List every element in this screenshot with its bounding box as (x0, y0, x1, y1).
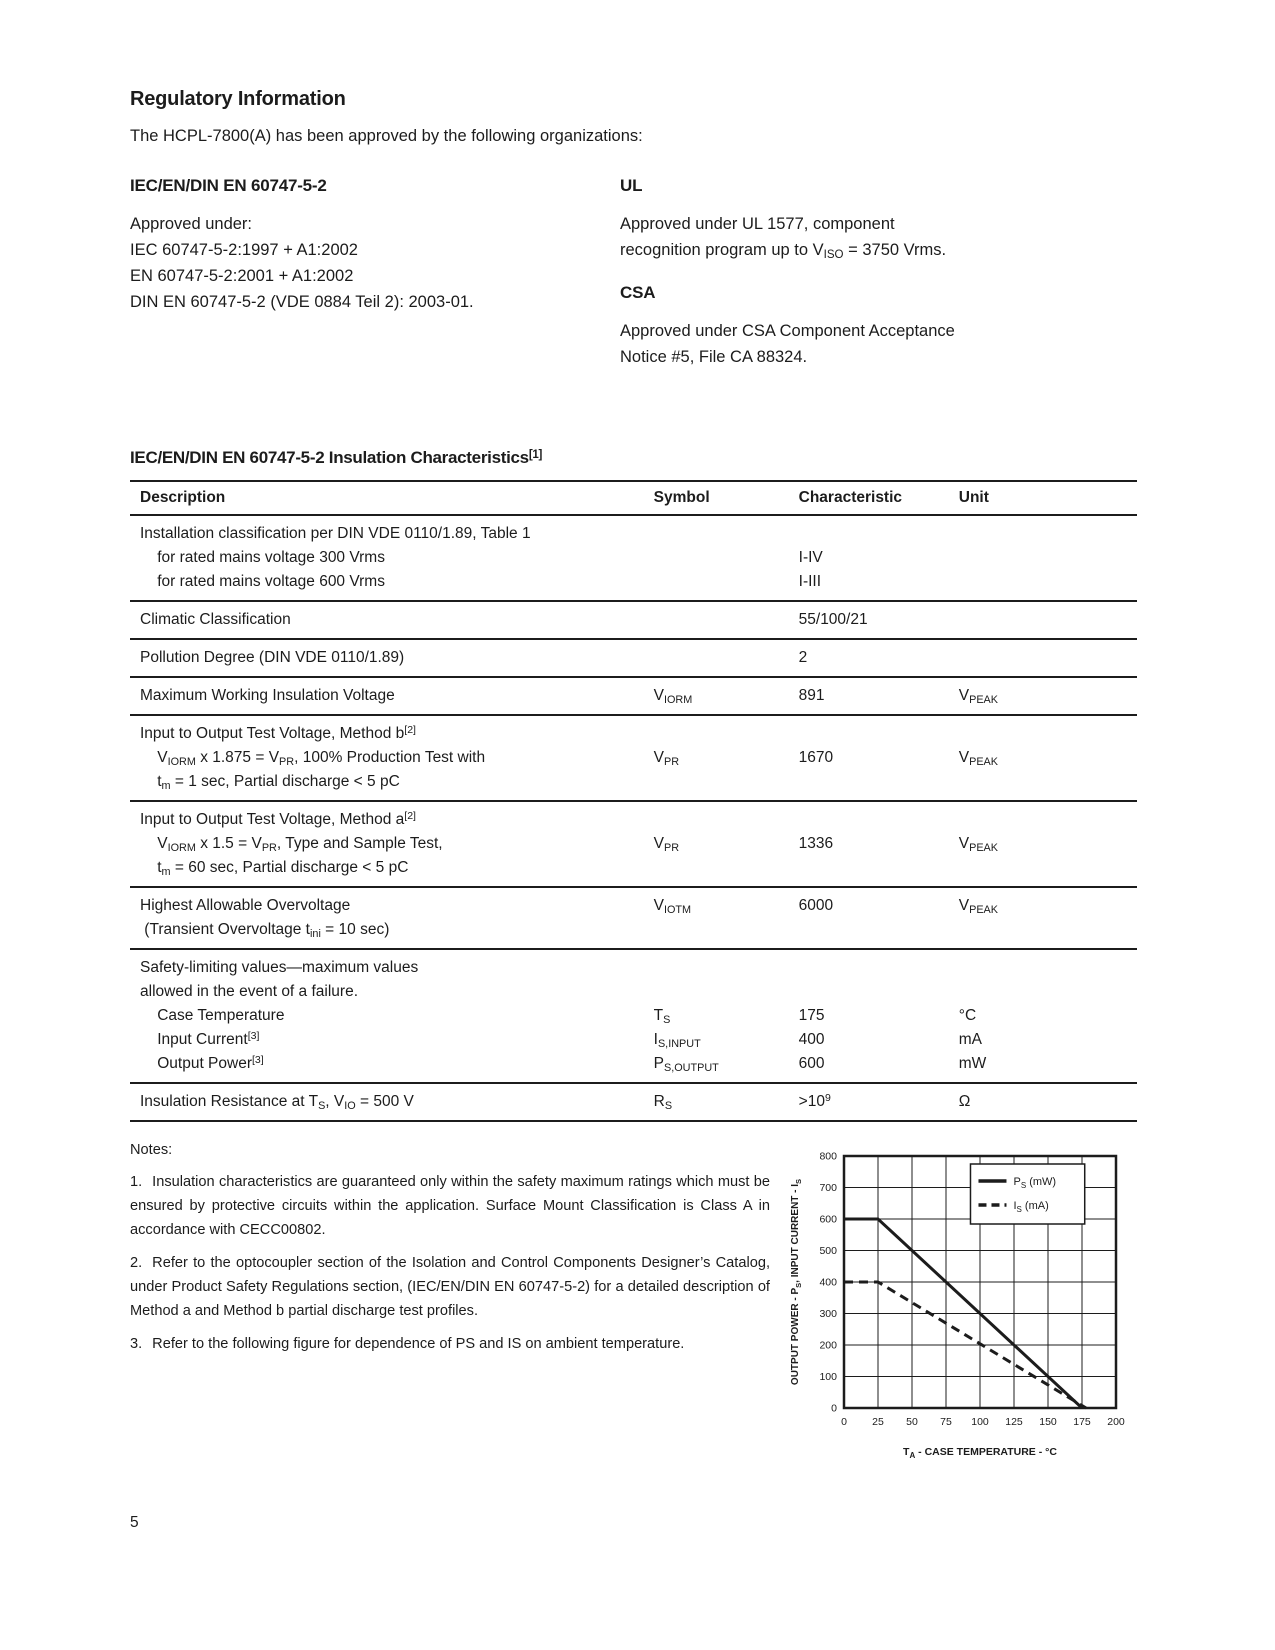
legend-label: $I_S$ (mA) (1013, 1200, 1049, 1214)
insulation-characteristics-section (130, 448, 1137, 1122)
svg-text:150: 150 (1039, 1416, 1057, 1428)
cell-line (959, 956, 1137, 980)
cell-line: Input to Output Test Voltage, Method b[2] (140, 724, 416, 742)
cell-line: I-III (798, 573, 822, 590)
column-header: Symbol (654, 481, 799, 515)
table-row (130, 601, 1137, 639)
cell-line: $V_{PEAK}$ (958, 835, 999, 854)
csa-heading: CSA (620, 283, 656, 302)
cell-line: $t_m = 60$ sec, Partial discharge < 5 pC (140, 859, 409, 878)
table-cell (799, 715, 959, 801)
cell-line: allowed in the event of a failure. (140, 983, 358, 1000)
cell-line: $V_{PEAK}$ (958, 749, 999, 768)
cell-line (654, 608, 799, 632)
cell-line: Input to Output Test Voltage, Method a[2] (140, 810, 416, 828)
table-cell (799, 887, 959, 949)
cell-line: Pollution Degree (DIN VDE 0110/1.89) (140, 649, 405, 666)
csa-approval-text: Approved under CSA Component Acceptance Notice #5, File CA 88324. (620, 322, 955, 366)
table-cell (130, 801, 654, 887)
table-cell (799, 1083, 959, 1121)
cell-line: I-IV (798, 549, 823, 566)
table-cell (959, 515, 1137, 601)
cell-line: (Transient Overvoltage $t_{ini} = 10$ sec) (140, 921, 390, 940)
table-cell (130, 639, 654, 677)
cell-line (654, 856, 799, 880)
cell-line (799, 522, 959, 546)
svg-text:75: 75 (940, 1416, 952, 1428)
cell-line: Installation classification per DIN VDE 0110/1.89, Table 1 (140, 525, 531, 542)
csa-block (620, 283, 1137, 370)
table-cell (959, 949, 1137, 1083)
notes-label: Notes: (130, 1142, 173, 1158)
cell-line: 1670 (798, 749, 834, 766)
iec-heading: IEC/EN/DIN EN 60747-5-2 (130, 176, 327, 195)
table-row (130, 949, 1137, 1083)
notes-block (130, 1138, 770, 1473)
table-cell (799, 515, 959, 601)
column-header: Unit (959, 481, 1137, 515)
cell-line: $R_S$ (653, 1093, 673, 1112)
cell-line: $V_{PR}$ (653, 835, 680, 854)
iec-approval-block (130, 176, 620, 370)
table-row (130, 887, 1137, 949)
cell-line (799, 770, 959, 794)
cell-line: Climatic Classification (140, 611, 291, 628)
cell-line: $V_{PR}$ (653, 749, 680, 768)
cell-line: °C (958, 1007, 977, 1024)
cell-line (959, 522, 1137, 546)
table-cell (799, 677, 959, 715)
cell-line: Insulation Resistance at $T_S$, $V_{IO} = 500$ V (140, 1093, 414, 1112)
cell-line: $V_{IORM}$ (653, 687, 693, 706)
table-cell (130, 949, 654, 1083)
table-cell (959, 639, 1137, 677)
ul-heading: UL (620, 176, 643, 195)
cell-line (654, 770, 799, 794)
table-cell (959, 601, 1137, 639)
svg-text:0: 0 (841, 1416, 847, 1428)
table-cell (130, 677, 654, 715)
notes-list (130, 1170, 770, 1356)
ul-approval-text: Approved under UL 1577, component recognition program up to $V_{ISO} = 3750$ Vrms. (620, 215, 947, 261)
cell-line (799, 722, 959, 746)
svg-text:600: 600 (819, 1213, 837, 1226)
svg-text:100: 100 (819, 1371, 837, 1383)
note-number: 3. (130, 1336, 143, 1352)
cell-line: mA (958, 1031, 982, 1048)
cell-line: $P_{S,OUTPUT}$ (653, 1055, 719, 1074)
table-cell (654, 1083, 799, 1121)
cell-line: 175 (798, 1007, 825, 1024)
cell-line (959, 918, 1137, 942)
column-header: Characteristic (799, 481, 959, 515)
table-cell (959, 887, 1137, 949)
intro-text: The HCPL-7800(A) has been approved by the following organizations: (130, 127, 643, 145)
cell-line: Output Power[3] (140, 1054, 264, 1072)
cell-line (654, 956, 799, 980)
cell-line: Maximum Working Insulation Voltage (140, 687, 395, 704)
table-cell (130, 887, 654, 949)
cell-line: Highest Allowable Overvoltage (140, 897, 351, 914)
cell-line (799, 808, 959, 832)
cell-line: Input Current[3] (140, 1030, 260, 1048)
table-row (130, 715, 1137, 801)
cell-line: $V_{PEAK}$ (958, 687, 999, 706)
cell-line (959, 608, 1137, 632)
cell-line (654, 546, 799, 570)
cell-line: Safety-limiting values—maximum values (140, 959, 419, 976)
cell-line: 600 (798, 1055, 825, 1072)
table-row (130, 677, 1137, 715)
iec-approval-text: Approved under: IEC 60747-5-2:1997 + A1:2002 EN 60747-5-2:2001 + A1:2002 DIN EN 60747-5-2 (VDE 0884 Teil 2): 2003-01. (130, 215, 474, 311)
table-cell (799, 639, 959, 677)
table-cell (654, 715, 799, 801)
table-cell (654, 515, 799, 601)
cell-line (959, 722, 1137, 746)
column-header: Description (130, 481, 654, 515)
cell-line: mW (958, 1055, 987, 1072)
table-cell (654, 801, 799, 887)
cell-line (959, 770, 1137, 794)
x-axis-title: $T_A$ - CASE TEMPERATURE - °C (903, 1446, 1057, 1460)
y-axis-title: OUTPUT POWER - $P_S$, INPUT CURRENT - $I_S$ (790, 1178, 803, 1386)
table-row (130, 515, 1137, 601)
table-cell (959, 1083, 1137, 1121)
cell-line (959, 646, 1137, 670)
cell-line: 6000 (798, 897, 834, 914)
note-item: 1. Insulation characteristics are guaranteed only within the safety maximum ratings which must be ensured by protective circuits within the application. Surface Mount Classification is Class A in accordance with CECC00802. (130, 1174, 770, 1238)
svg-text:175: 175 (1073, 1416, 1091, 1428)
table-body (130, 515, 1137, 1121)
svg-text:200: 200 (1107, 1416, 1125, 1428)
note-number: 2. (130, 1255, 143, 1271)
svg-text:25: 25 (872, 1416, 884, 1428)
cell-line: $V_{PEAK}$ (958, 897, 999, 916)
cell-line: $T_S$ (653, 1007, 671, 1026)
table-row (130, 801, 1137, 887)
cell-line (959, 808, 1137, 832)
cell-line: 891 (798, 687, 825, 704)
note-number: 1. (130, 1174, 143, 1190)
table-row (130, 1083, 1137, 1121)
cell-line: Ω (958, 1093, 971, 1110)
cell-line: 1336 (798, 835, 834, 852)
cell-line: $V_{IORM}$ x $1.5 = V_{PR}$, Type and Sample Test, (140, 835, 443, 854)
svg-text:125: 125 (1005, 1416, 1023, 1428)
cell-line: $I_{S,INPUT}$ (653, 1031, 701, 1050)
ps-is-chart (782, 1142, 1134, 1468)
cell-line: 2 (798, 649, 808, 666)
table-cell (959, 677, 1137, 715)
table-cell (654, 601, 799, 639)
table-cell (959, 801, 1137, 887)
cell-line: $t_m = 1$ sec, Partial discharge < 5 pC (140, 773, 400, 792)
svg-text:500: 500 (819, 1245, 837, 1257)
table-header-row (130, 481, 1137, 515)
cell-line (654, 918, 799, 942)
cell-line (654, 808, 799, 832)
insulation-table (130, 480, 1137, 1122)
table-cell (654, 639, 799, 677)
cell-line (654, 522, 799, 546)
table-cell (654, 887, 799, 949)
table-cell (799, 801, 959, 887)
cell-line (654, 570, 799, 594)
cell-line: 55/100/21 (798, 611, 868, 628)
chart-legend (970, 1164, 1084, 1224)
cell-line: for rated mains voltage 600 Vrms (140, 573, 385, 590)
cell-line (959, 570, 1137, 594)
cell-line (654, 722, 799, 746)
notes-and-figure (130, 1138, 1137, 1473)
table-cell (799, 601, 959, 639)
table-cell (130, 601, 654, 639)
ps-is-figure (782, 1142, 1134, 1473)
cell-line: for rated mains voltage 300 Vrms (140, 549, 385, 566)
page-title: Regulatory Information (130, 88, 346, 110)
table-title: IEC/EN/DIN EN 60747-5-2 Insulation Characteristics[1] (130, 448, 543, 467)
svg-text:0: 0 (831, 1402, 837, 1415)
cell-line (959, 546, 1137, 570)
table-cell (654, 677, 799, 715)
svg-text:100: 100 (971, 1416, 989, 1428)
svg-text:700: 700 (819, 1182, 837, 1194)
table-cell (130, 515, 654, 601)
svg-text:200: 200 (819, 1339, 837, 1352)
cell-line (959, 980, 1137, 1004)
cell-line: $V_{IORM}$ x $1.875 = V_{PR}$, 100% Production Test with (140, 749, 486, 768)
cell-line: $>10^9$ (798, 1092, 831, 1110)
cell-line (799, 980, 959, 1004)
cell-line: Case Temperature (140, 1007, 285, 1024)
table-cell (654, 949, 799, 1083)
cell-line (654, 980, 799, 1004)
cell-line: 400 (798, 1031, 825, 1048)
svg-text:50: 50 (906, 1416, 918, 1428)
svg-text:300: 300 (819, 1308, 837, 1320)
legend-label: $P_S$ (mW) (1013, 1176, 1057, 1190)
table-header (130, 481, 1137, 515)
page-number: 5 (130, 1514, 139, 1531)
ul-csa-approval-block (620, 176, 1137, 370)
cell-line: $V_{IOTM}$ (653, 897, 692, 916)
cell-line (799, 856, 959, 880)
note-item: 3. Refer to the following figure for dependence of PS and IS on ambient temperature. (130, 1336, 685, 1352)
cell-line (959, 856, 1137, 880)
svg-text:800: 800 (819, 1150, 837, 1163)
table-cell (959, 715, 1137, 801)
table-cell (130, 715, 654, 801)
cell-line (654, 646, 799, 670)
cell-line (799, 956, 959, 980)
table-cell (799, 949, 959, 1083)
table-cell (130, 1083, 654, 1121)
svg-text:400: 400 (819, 1276, 837, 1289)
cell-line (799, 918, 959, 942)
note-item: 2. Refer to the optocoupler section of the Isolation and Control Components Designer’s Catalog, under Product Safety Regulations section, (IEC/EN/DIN EN 60747-5-2) for a detailed description of Method a and Method b partial discharge test profiles. (130, 1255, 770, 1319)
approvals-section (130, 176, 1137, 370)
table-row (130, 639, 1137, 677)
